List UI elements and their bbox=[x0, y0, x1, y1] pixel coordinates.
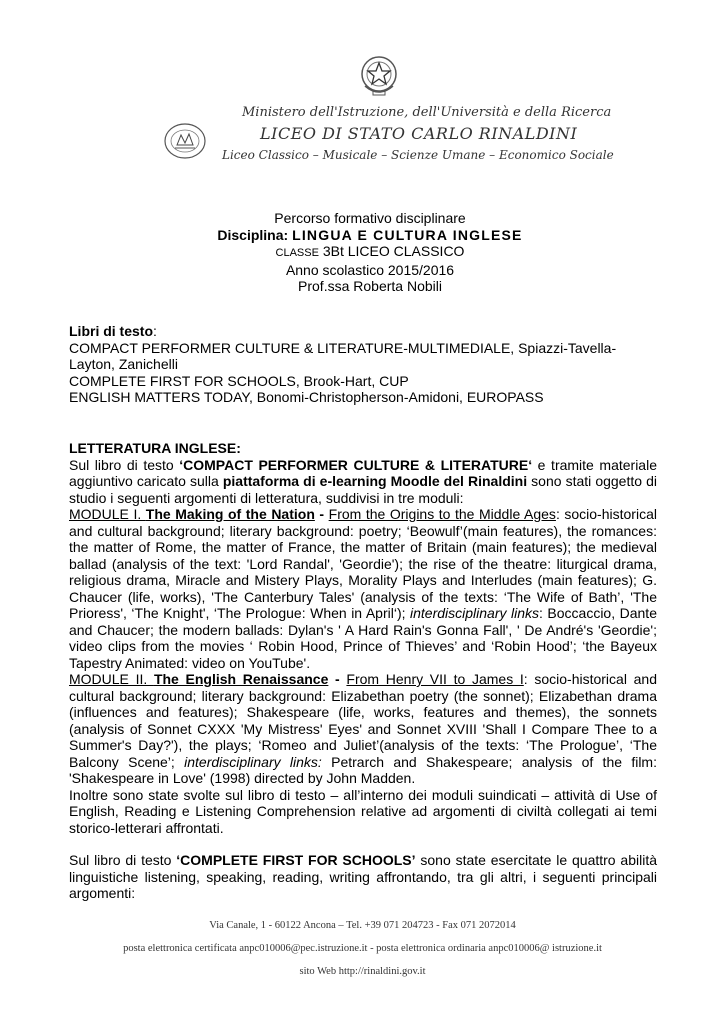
module-1-dash: - bbox=[314, 506, 329, 522]
intro-book-title: ‘COMPACT PERFORMER CULTURE & LITERATURE‘ bbox=[179, 456, 533, 473]
complete-book-title: ‘COMPLETE FIRST FOR SCHOOLS’ bbox=[176, 852, 416, 868]
textbook-3: ENGLISH MATTERS TODAY, Bonomi-Christopherson-Amidoni, EUROPASS bbox=[69, 389, 544, 405]
complete-first-paragraph bbox=[69, 852, 657, 902]
course-discipline bbox=[120, 227, 620, 244]
module-1-text-b: : Boccaccio, Dante and Chaucer; the modern ballads: Dylan's ' A Hard Rain's Gonna Fall', ' De André's 'Geordie'; video clips from the movies ‘ Robin Hood, Prince of Thieves’ and ‘Robin Hood’; ‘the Bayeux Tapestry Animated: video on YouTube'. bbox=[69, 605, 657, 671]
course-header-title: Percorso formativo disciplinare bbox=[274, 210, 466, 226]
literature-title: LETTERATURA INGLESE: bbox=[69, 440, 241, 456]
module-2-label: MODULE II. bbox=[69, 671, 154, 687]
module-2-text-a: : socio-historical and cultural background; literary background: Elizabethan poetry (the sonnet); Elizabethan drama (influences and features); Shakespeare (life, works, features and themes), the sonnets (analysis of Sonnet CXXX 'My Mistress' Eyes' and Sonnet XVIII 'Shall I Compare Thee to a Summer's Day?'), the plays; ‘Romeo and Juliet’(analysis of the texts: ‘The Prologue’, ‘The Balcony Scene’; bbox=[69, 671, 657, 770]
intro-text-c: e tramite materiale aggiuntivo caricato sulla bbox=[69, 456, 657, 489]
class-label: CLASSE bbox=[275, 247, 319, 259]
module-1 bbox=[69, 506, 657, 671]
literature-section bbox=[69, 440, 657, 902]
letterhead-school-types: Liceo Classico – Musicale – Scienze Umane – Economico Sociale bbox=[222, 148, 614, 162]
module-1-links-label: interdisciplinary links bbox=[410, 605, 540, 621]
course-header bbox=[120, 210, 620, 295]
textbook-2: COMPLETE FIRST FOR SCHOOLS, Brook-Hart, CUP bbox=[69, 372, 409, 389]
module-2-links-label: interdisciplinary links: bbox=[184, 753, 322, 770]
textbooks-label: Libri di testo bbox=[69, 323, 153, 339]
inoltre-paragraph: Inoltre sono state svolte sul libro di testo – all’interno dei moduli suindicati – attività di Use of English, Reading e Listening Comprehension relative ad argomenti di civiltà collegati ai temi storico-letterari affrontati. bbox=[69, 786, 657, 836]
course-class bbox=[120, 243, 620, 262]
teacher-name: Prof.ssa Roberta Nobili bbox=[298, 278, 442, 294]
letterhead-school-name: LICEO DI STATO CARLO RINALDINI bbox=[260, 124, 578, 143]
module-1-title: The Making of the Nation bbox=[145, 506, 315, 522]
textbooks-colon: : bbox=[153, 323, 157, 339]
module-2-title: The English Renaissance bbox=[153, 671, 329, 687]
module-2-range: From Henry VII to James I bbox=[346, 671, 524, 687]
footer-website: sito Web http://rinaldini.gov.it bbox=[299, 966, 426, 977]
letterhead-ministry: Ministero dell'Istruzione, dell'Università e della Ricerca bbox=[242, 105, 612, 120]
class-value: 3Bt LICEO CLASSICO bbox=[318, 243, 465, 259]
footer-email: posta elettronica certificata anpc010006@pec.istruzione.it - posta elettronica ordinaria anpc010006@ istruzione.it bbox=[123, 943, 602, 954]
module-1-text-a: : socio-historical and cultural background; literary background: poetry; ‘Beowulf’(main features), the romances: the matter of Rome, the matter of France, the matter of Britain (main features); the medieval ballad (analysis of the text: 'Lord Randal', 'Geordie'); the rise of the theatre: liturgical drama, religious drama, Miracle and Mistery Plays, Morality Plays and Interludes (main features); G. Chaucer (life, works), 'The Canterbury Tales' (analysis of the texts: ‘The Wife of Bath’, 'The Prioress', ‘The Knight', ‘The Prologue: When in April‘); bbox=[69, 506, 657, 621]
module-1-range: From the Origins to the Middle Ages bbox=[328, 506, 556, 522]
intro-text-a: Sul libro di testo bbox=[69, 456, 180, 473]
module-2-dash: - bbox=[328, 671, 347, 687]
module-2 bbox=[69, 671, 657, 787]
discipline-value: LINGUA E CULTURA INGLESE bbox=[292, 226, 523, 243]
intro-moodle: piattaforma di e-learning Moodle del Rinaldini bbox=[222, 473, 528, 489]
school-seal-icon bbox=[163, 121, 207, 161]
textbooks-section bbox=[69, 323, 657, 406]
footer-address: Via Canale, 1 - 60122 Ancona – Tel. +39 071 204723 - Fax 071 2072014 bbox=[209, 920, 516, 931]
module-1-label: MODULE I. bbox=[69, 506, 146, 522]
republic-emblem-icon bbox=[359, 54, 399, 98]
discipline-label: Disciplina: bbox=[217, 226, 293, 243]
complete-text-c: sono state esercitate le quattro abilità linguistiche listening, speaking, reading, writing affrontando, tra gli altri, i seguenti principali argomenti: bbox=[69, 852, 657, 901]
literature-intro bbox=[69, 457, 657, 507]
school-year: Anno scolastico 2015/2016 bbox=[285, 261, 455, 278]
complete-text-a: Sul libro di testo bbox=[69, 852, 177, 868]
intro-text-e: sono stati oggetto di studio i seguenti argomenti di letteratura, suddivisi in tre moduli: bbox=[69, 473, 658, 506]
module-2-text-b: Petrarch and Shakespeare; analysis of the film: 'Shakespeare in Love' (1998) directed by John Madden. bbox=[69, 753, 657, 786]
textbook-1: COMPACT PERFORMER CULTURE & LITERATURE-MULTIMEDIALE, Spiazzi-Tavella-Layton, Zanichelli bbox=[69, 339, 617, 372]
